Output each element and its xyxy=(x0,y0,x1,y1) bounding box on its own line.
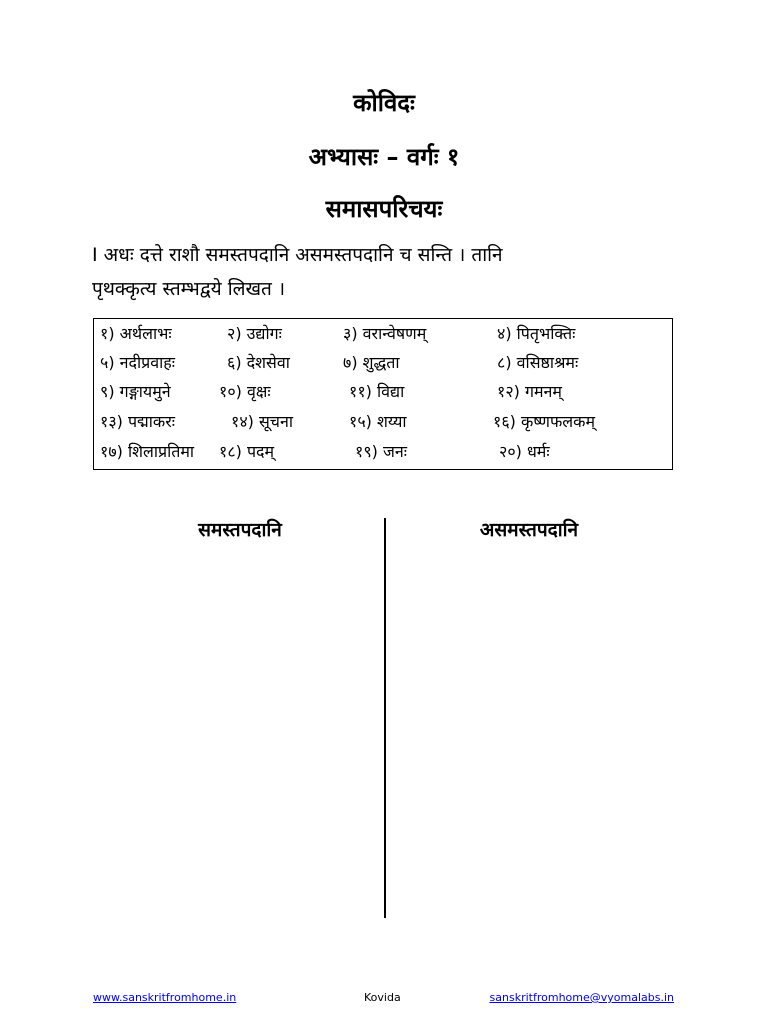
word-item: १४) सूचना xyxy=(231,412,293,431)
footer-email xyxy=(490,991,674,1004)
word-row xyxy=(94,348,672,378)
word-item: २०) धर्मः xyxy=(499,442,550,461)
email-link[interactable]: sanskritfromhome@vyomalabs.in xyxy=(489,991,674,1004)
word-item: १९) जनः xyxy=(355,442,407,461)
topic-heading: समासपरिचयः xyxy=(325,195,443,223)
word-row xyxy=(94,377,672,407)
column-divider xyxy=(384,518,386,918)
column-heading-non-compound-words: असमस्तपदानि xyxy=(479,519,579,541)
word-item: ३) वरान्वेषणम् xyxy=(343,324,427,343)
word-item: १७) शिलाप्रतिमा xyxy=(100,442,195,461)
instruction-line-2: पृथक्कृत्य स्तम्भद्वये लिखत । xyxy=(92,278,286,300)
word-item: ४) पितृभक्तिः xyxy=(497,324,576,343)
word-list-box xyxy=(93,318,673,470)
word-item: १२) गमनम् xyxy=(497,382,562,401)
word-item: ७) शुद्धता xyxy=(343,353,400,372)
instruction-line-1: I अधः दत्ते राशौ समस्तपदानि असमस्तपदानि च सन्ति । तानि xyxy=(92,244,503,266)
word-row xyxy=(94,437,672,467)
word-item: ८) वसिष्ठाश्रमः xyxy=(497,353,579,372)
word-item: १३) पद्माकरः xyxy=(100,412,175,431)
word-item: १६) कृष्णफलकम् xyxy=(493,412,596,431)
footer-course-name: Kovida xyxy=(364,991,401,1004)
word-item: २) उद्योगः xyxy=(227,324,282,343)
website-link[interactable]: www.sanskritfromhome.in xyxy=(93,991,237,1004)
word-item: ६) देशसेवा xyxy=(227,353,290,372)
word-item: ११) विद्या xyxy=(349,382,405,401)
instruction-text xyxy=(92,238,682,306)
footer-website xyxy=(93,991,236,1004)
word-item: ५) नदीप्रवाहः xyxy=(100,353,176,372)
word-item: १) अर्थलाभः xyxy=(100,324,172,343)
word-item: ९) गङ्गायमुने xyxy=(100,382,171,401)
word-row xyxy=(94,319,672,349)
exercise-subtitle: अभ्यासः – वर्गः १ xyxy=(308,143,460,171)
word-item: १८) पदम् xyxy=(219,442,275,461)
word-item: १०) वृक्षः xyxy=(219,382,271,401)
word-item: १५) शय्या xyxy=(349,412,407,431)
word-row xyxy=(94,407,672,437)
page-title: कोविदः xyxy=(353,89,415,117)
column-heading-compound-words: समस्तपदानि xyxy=(198,519,282,541)
